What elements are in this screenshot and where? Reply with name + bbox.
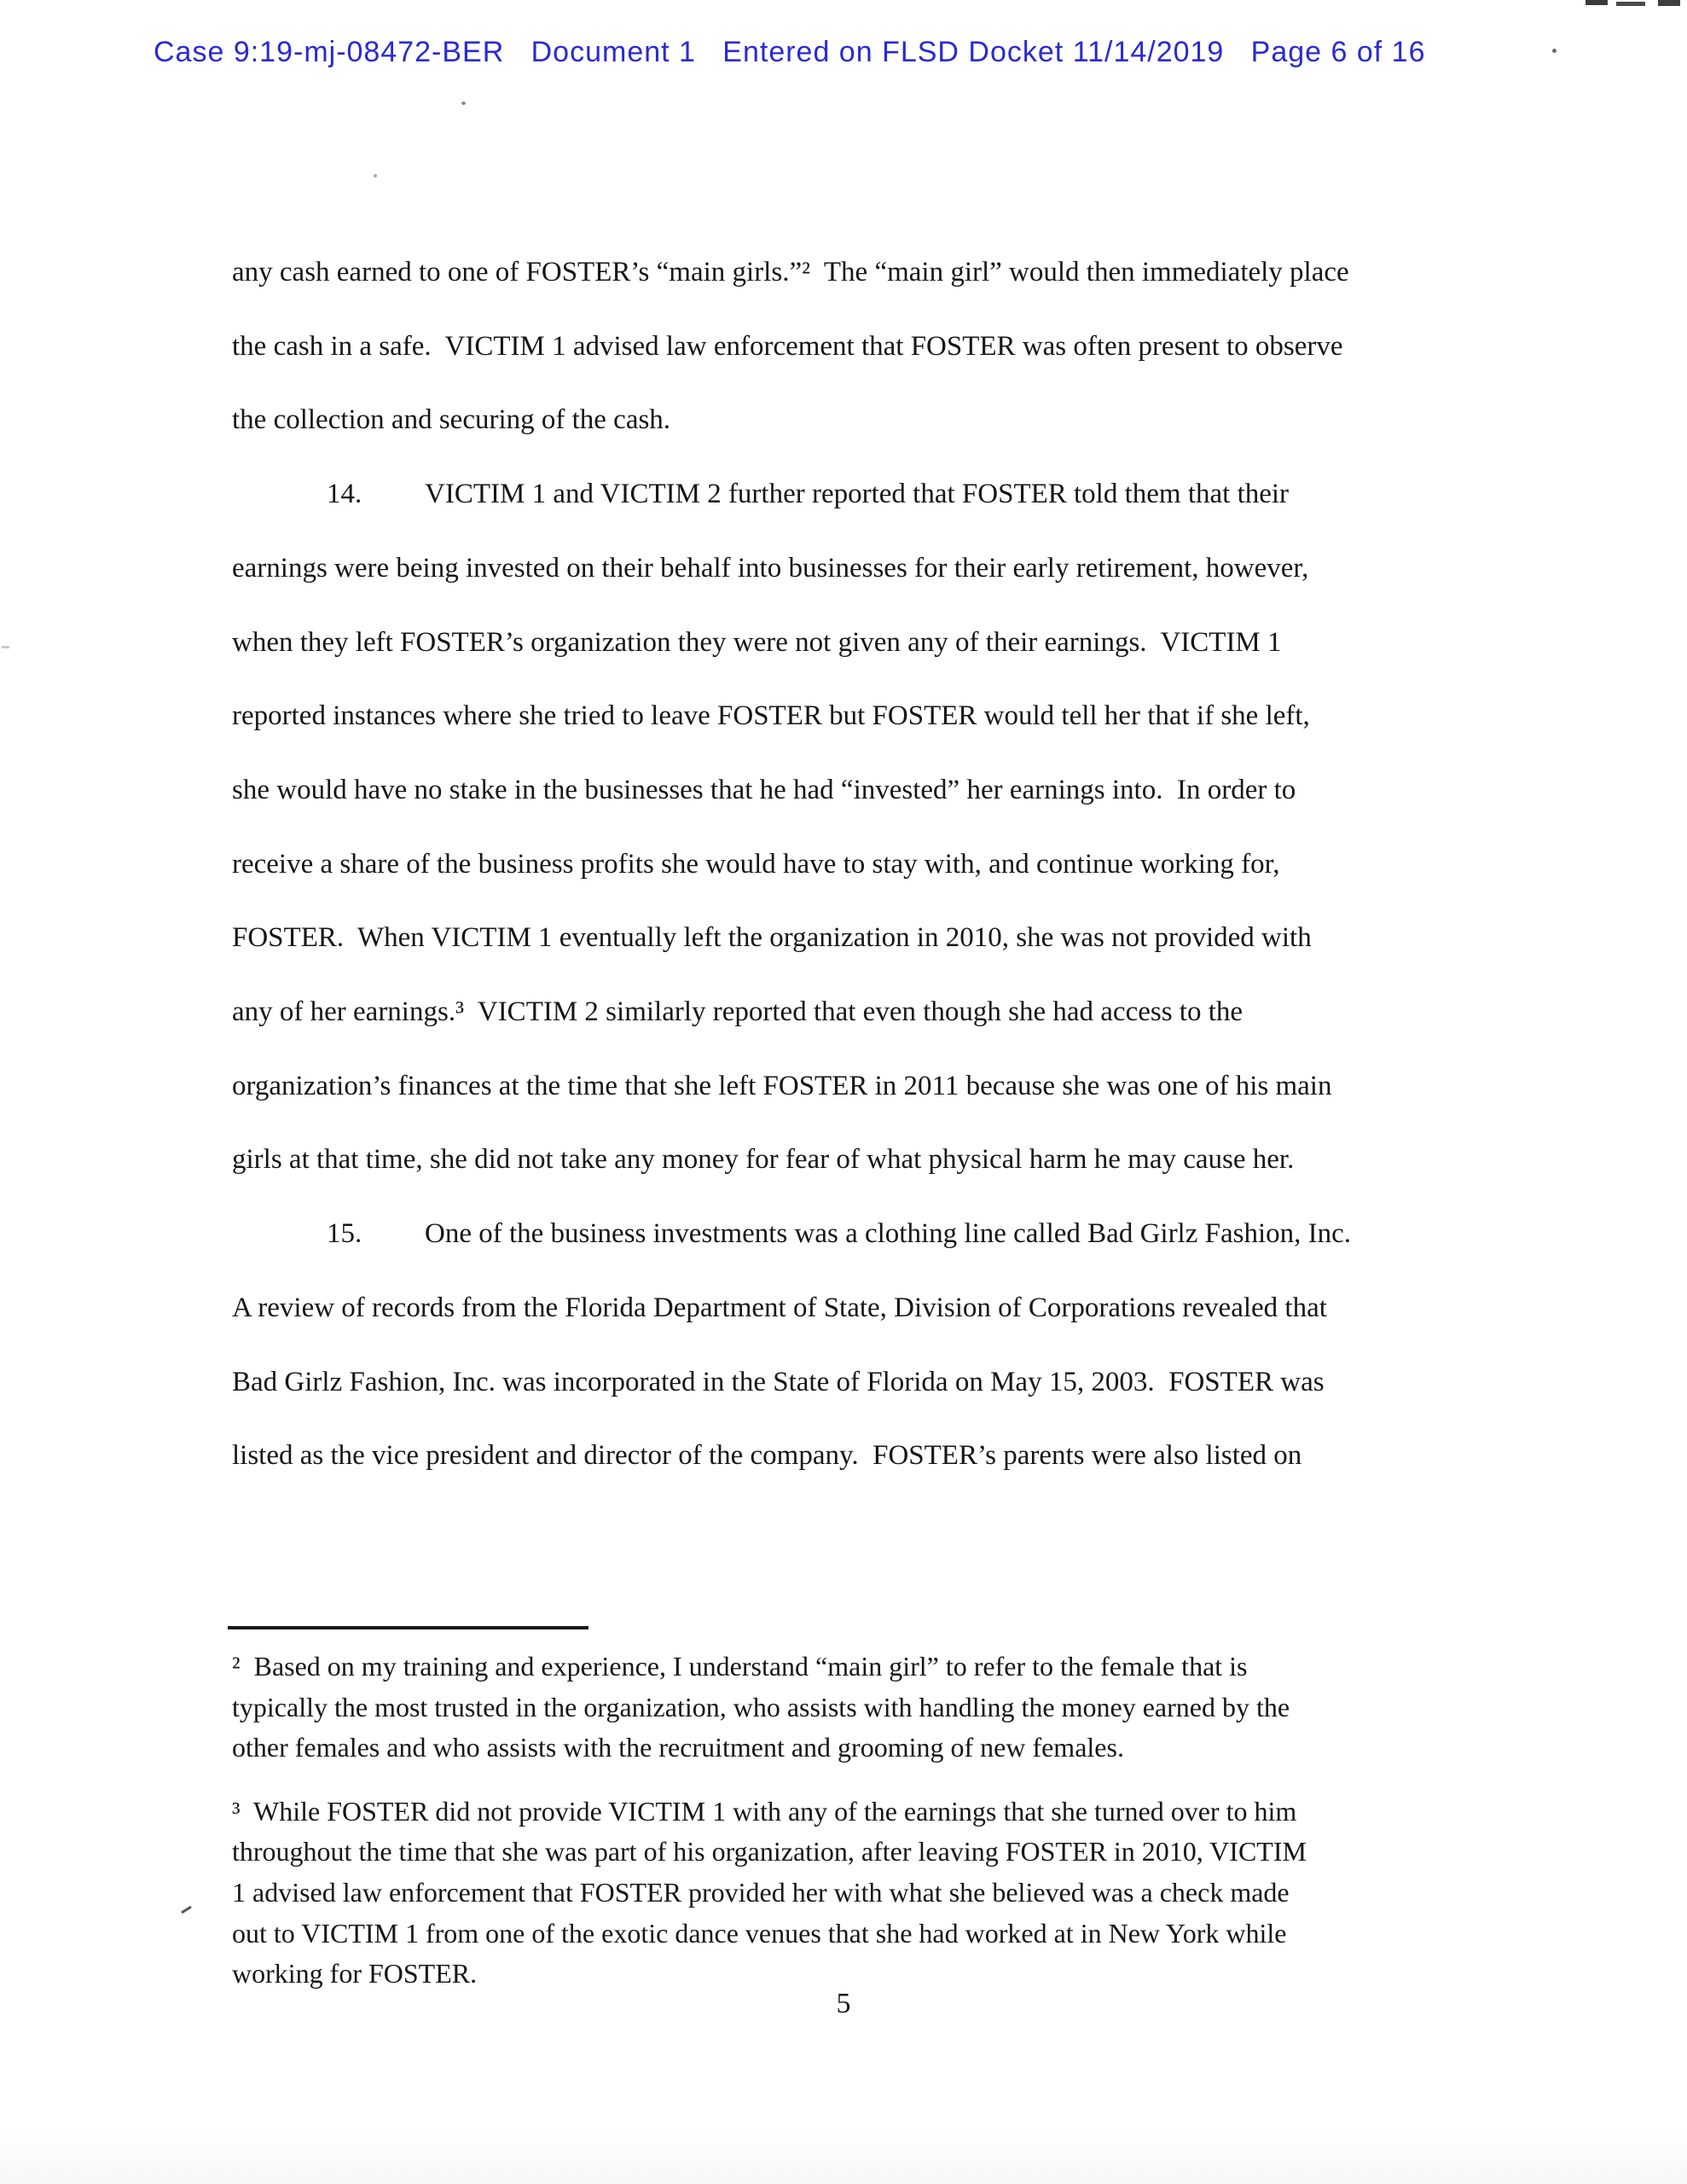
line-text: typically the most trusted in the organization, who assists with handling the money earned by the	[232, 1691, 1290, 1722]
scan-mark-left-margin	[181, 1906, 192, 1914]
line-text: any of her earnings.³ VICTIM 2 similarly reported that even though she had access to the	[232, 996, 1244, 1028]
line-text: A review of records from the Florida Department of State, Division of Corporations revealed that	[232, 1292, 1327, 1323]
body-text-line	[232, 235, 1470, 310]
line-text: receive a share of the business profits she would have to stay with, and continue working for,	[232, 848, 1280, 880]
footnote	[232, 1792, 1470, 1995]
body-text-line	[232, 606, 1470, 680]
scan-mark-left-edge	[2, 646, 9, 648]
scan-speck	[374, 174, 377, 177]
footnote-line	[232, 1687, 1470, 1728]
line-text: VICTIM 1 and VICTIM 2 further reported that FOSTER told them that their	[425, 479, 1290, 510]
scan-speck	[461, 102, 466, 105]
scan-speck	[1552, 49, 1557, 53]
footnote-line	[232, 1728, 1470, 1769]
line-text: organization’s finances at the time that she left FOSTER in 2011 because she was one of his main	[232, 1070, 1332, 1101]
line-text: FOSTER. When VICTIM 1 eventually left the organization in 2010, she was not provided with	[232, 922, 1312, 954]
body-text-line	[232, 531, 1470, 606]
body-text-line	[232, 975, 1470, 1049]
scan-artifact-top-right	[1658, 0, 1680, 6]
footnote-line	[232, 1832, 1470, 1873]
line-text: throughout the time that she was part of his organization, after leaving FOSTER in 2010, VICTIM	[232, 1836, 1307, 1867]
scan-artifact-top-right	[1586, 0, 1608, 5]
document-body	[232, 235, 1470, 1493]
scan-artifact-top-right	[1616, 2, 1645, 6]
line-text: other females and who assists with the recruitment and grooming of new females.	[232, 1732, 1124, 1763]
footnote-line	[232, 1792, 1470, 1833]
body-text-line	[232, 828, 1470, 902]
body-text-line	[232, 383, 1470, 457]
line-text: working for FOSTER.	[232, 1958, 478, 1989]
line-text: reported instances where she tried to leave FOSTER but FOSTER would tell her that if she left,	[232, 700, 1310, 732]
line-text: One of the business investments was a clothing line called Bad Girlz Fashion, Inc.	[425, 1218, 1352, 1250]
line-text: the collection and securing of the cash.	[232, 404, 671, 436]
line-text: any cash earned to one of FOSTER’s “main girls.”² The “main girl” would then immediately place	[232, 257, 1349, 288]
body-text-line	[232, 1345, 1470, 1420]
line-text: listed as the vice president and director of the company. FOSTER’s parents were also listed on	[232, 1440, 1302, 1472]
line-text: the cash in a safe. VICTIM 1 advised law enforcement that FOSTER was often present to observe	[232, 330, 1343, 362]
footnote-line	[232, 1914, 1470, 1955]
line-text: she would have no stake in the businesses that he had “invested” her earnings into. In order to	[232, 774, 1296, 805]
footnote-line	[232, 1647, 1470, 1687]
footnote-line	[232, 1873, 1470, 1914]
line-text: girls at that time, she did not take any money for fear of what physical harm he may cause her.	[232, 1144, 1295, 1176]
body-text-line	[232, 901, 1470, 975]
line-text: earnings were being invested on their behalf into businesses for their early retirement, however,	[232, 552, 1309, 584]
footnote	[232, 1647, 1470, 1769]
footnotes-section	[232, 1647, 1470, 1995]
body-text-line	[232, 1197, 1470, 1271]
body-text-line	[232, 457, 1470, 531]
body-text-line	[232, 1123, 1470, 1197]
body-text-line	[232, 679, 1470, 753]
scan-noise-band	[0, 2129, 1687, 2184]
line-text: ³ While FOSTER did not provide VICTIM 1 with any of the earnings that she turned over to him	[232, 1795, 1297, 1827]
ecf-header-stamp: Case 9:19-mj-08472-BER Document 1 Entered on FLSD Docket 11/14/2019 Page 6 of 16	[154, 36, 1426, 68]
line-text: ² Based on my training and experience, I understand “main girl” to refer to the female that is	[232, 1651, 1248, 1682]
paragraph-number: 15.	[327, 1218, 362, 1250]
body-text-line	[232, 1049, 1470, 1124]
page-number: 5	[836, 1988, 851, 2019]
line-text: 1 advised law enforcement that FOSTER provided her with what she believed was a check made	[232, 1876, 1290, 1908]
footnote-separator-line	[228, 1626, 588, 1629]
line-text: out to VICTIM 1 from one of the exotic dance venues that she had worked at in New York while	[232, 1917, 1287, 1949]
paragraph-number: 14.	[327, 479, 362, 510]
line-text: Bad Girlz Fashion, Inc. was incorporated in the State of Florida on May 15, 2003. FOSTER was	[232, 1366, 1325, 1397]
line-text: when they left FOSTER’s organization they were not given any of their earnings. VICTIM 1	[232, 626, 1282, 658]
body-text-line	[232, 1419, 1470, 1493]
body-text-line	[232, 1271, 1470, 1345]
body-text-line	[232, 753, 1470, 828]
body-text-line	[232, 310, 1470, 384]
